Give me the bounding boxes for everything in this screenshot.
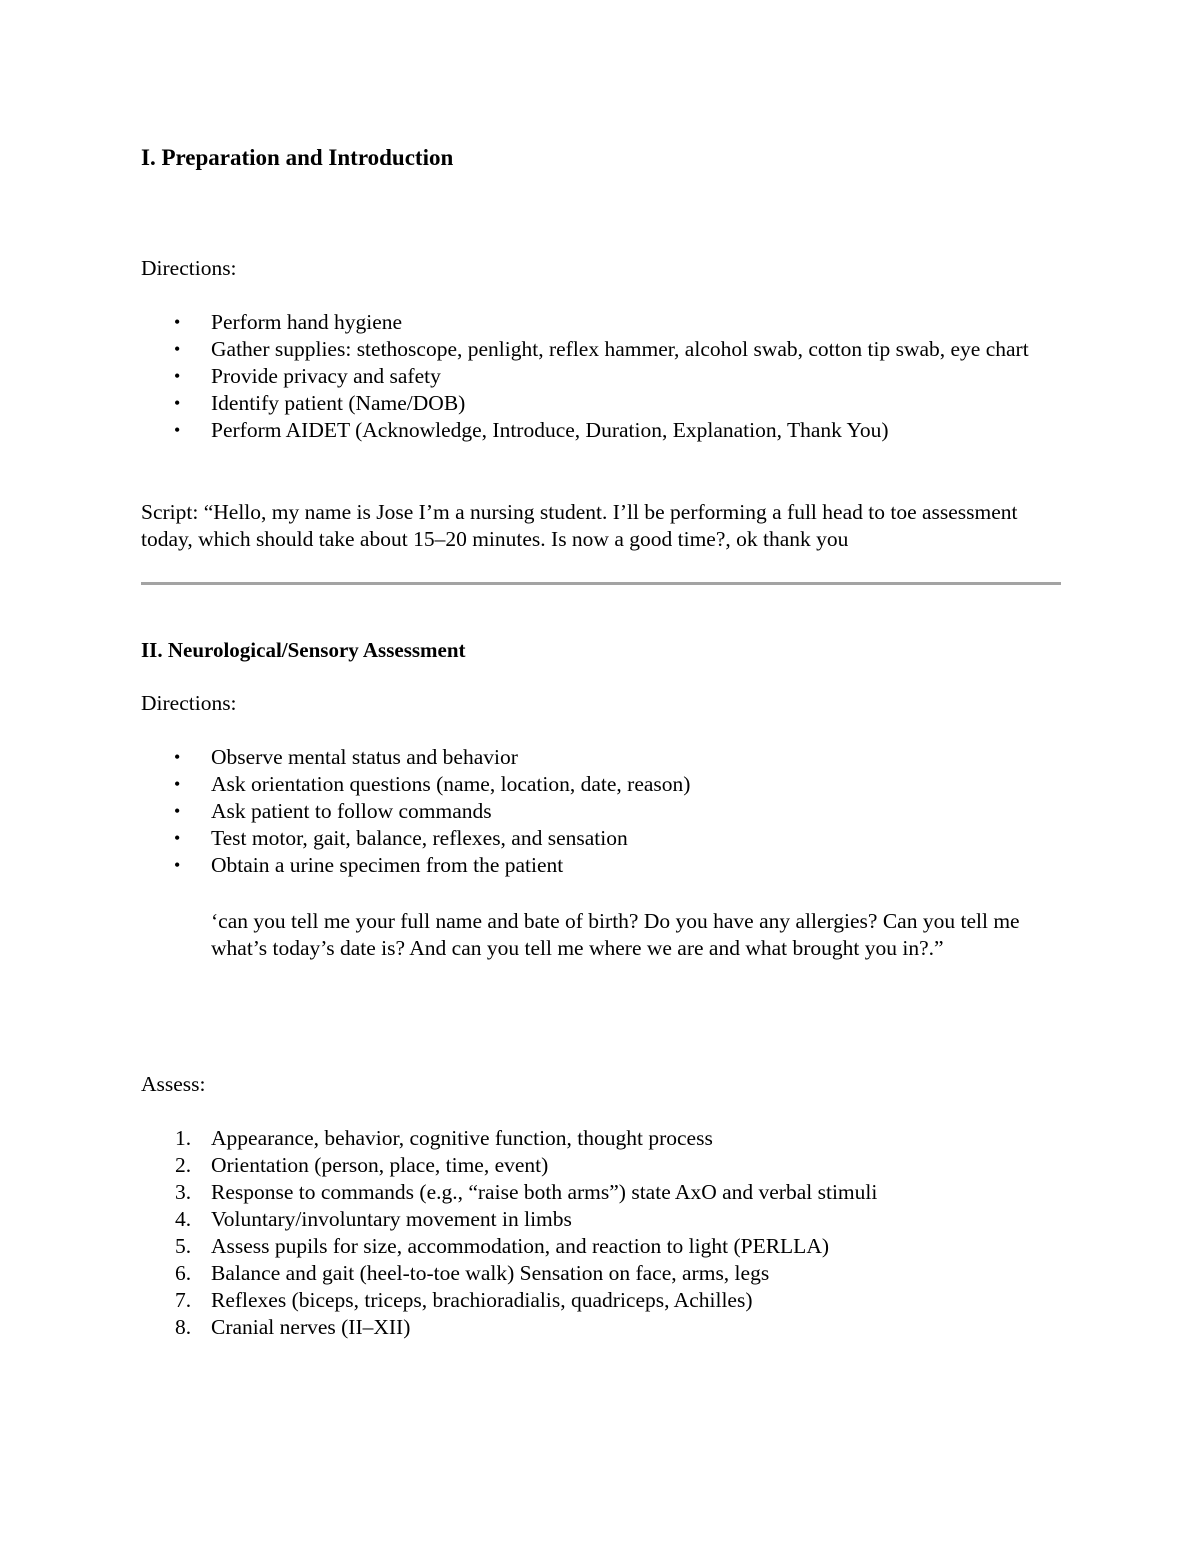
- list-number: 8.: [175, 1315, 192, 1339]
- bullet-icon: •: [174, 801, 181, 821]
- list-item: • Perform AIDET (Acknowledge, Introduce, Duration, Explanation, Thank You): [174, 418, 889, 442]
- section-1-title: I. Preparation and Introduction: [141, 145, 454, 170]
- bullet-icon: •: [174, 774, 181, 794]
- list-item: • Observe mental status and behavior: [174, 745, 518, 769]
- section-1-script: Script: “Hello, my name is Jose I’m a nursing student. I’ll be performing a full head to toe assessment today, which should take about 15–20 minutes. Is now a good time?, ok thank you: [141, 500, 1018, 551]
- list-item: • Obtain a urine specimen from the patient: [174, 853, 564, 877]
- list-item: 2. Orientation (person, place, time, event): [175, 1153, 549, 1177]
- list-item: • Provide privacy and safety: [174, 364, 441, 388]
- section-1-directions-label: Directions:: [141, 256, 237, 280]
- list-item: 8. Cranial nerves (II–XII): [175, 1315, 411, 1339]
- list-number: 2.: [175, 1153, 192, 1177]
- list-item: 5. Assess pupils for size, accommodation, and reaction to light (PERLLA): [175, 1234, 829, 1258]
- list-number: 6.: [175, 1261, 192, 1285]
- list-number: 3.: [175, 1180, 192, 1204]
- section-2-script: ‘can you tell me your full name and bate of birth? Do you have any allergies? Can you tell me what’s today’s date is? And can you tell me where we are and what brought you in?.”: [211, 909, 1020, 960]
- section-2-directions-label: Directions:: [141, 691, 237, 715]
- bullet-icon: •: [174, 393, 181, 413]
- list-number: 7.: [175, 1288, 192, 1312]
- bullet-icon: •: [174, 312, 181, 332]
- list-item: • Perform hand hygiene: [174, 310, 403, 334]
- bullet-icon: •: [174, 366, 181, 386]
- bullet-icon: •: [174, 855, 181, 875]
- section-2-directions-list: [141, 744, 1061, 879]
- list-item: • Gather supplies: stethoscope, penlight, reflex hammer, alcohol swab, cotton tip swab, eye chart: [174, 337, 1029, 361]
- list-item: 1. Appearance, behavior, cognitive function, thought process: [175, 1126, 713, 1150]
- section-2-title: II. Neurological/Sensory Assessment: [141, 638, 466, 662]
- list-item: • Identify patient (Name/DOB): [174, 391, 466, 415]
- bullet-icon: •: [174, 339, 181, 359]
- list-number: 5.: [175, 1234, 192, 1258]
- list-item: 3. Response to commands (e.g., “raise both arms”) state AxO and verbal stimuli: [175, 1180, 878, 1204]
- document-page: [141, 0, 1061, 1553]
- list-item: • Ask patient to follow commands: [174, 799, 492, 823]
- section-divider: [141, 582, 1061, 585]
- section-1-directions-list: [141, 309, 1061, 444]
- list-number: 1.: [175, 1126, 192, 1150]
- list-item: • Test motor, gait, balance, reflexes, and sensation: [174, 826, 628, 850]
- list-item: 4. Voluntary/involuntary movement in limbs: [175, 1207, 572, 1231]
- list-item: 6. Balance and gait (heel-to-toe walk) Sensation on face, arms, legs: [175, 1261, 770, 1285]
- list-item: • Ask orientation questions (name, location, date, reason): [174, 772, 691, 796]
- bullet-icon: •: [174, 747, 181, 767]
- bullet-icon: •: [174, 420, 181, 440]
- list-item: 7. Reflexes (biceps, triceps, brachioradialis, quadriceps, Achilles): [175, 1288, 753, 1312]
- section-2-assess-list: [141, 1125, 1061, 1341]
- list-number: 4.: [175, 1207, 192, 1231]
- bullet-icon: •: [174, 828, 181, 848]
- section-2-assess-label: Assess:: [141, 1072, 206, 1096]
